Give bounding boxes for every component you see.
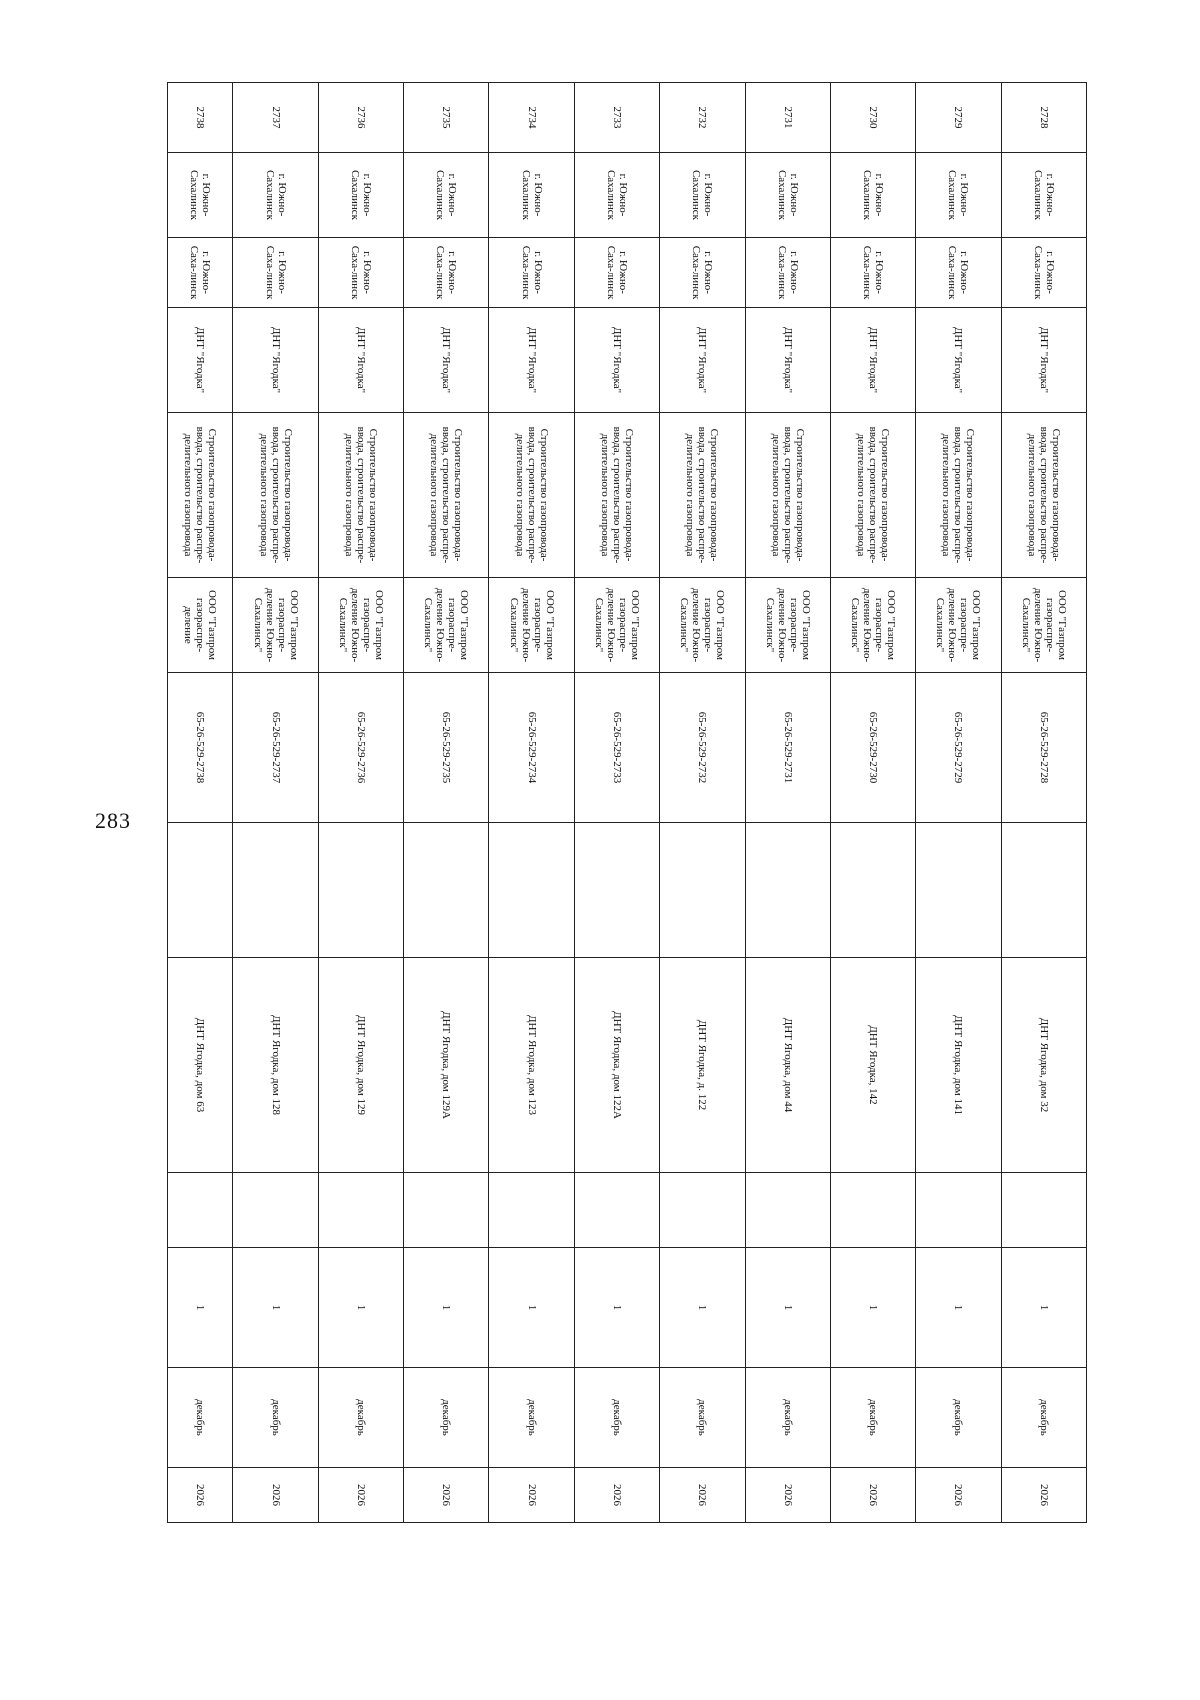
- object-code-cell: 65-26-529-2738: [168, 673, 233, 823]
- settlement-cell: г. Южно-Сахалинск: [168, 153, 233, 238]
- address-cell: ДНТ Ягодка, дом 32: [1001, 958, 1086, 1173]
- empty-cell: [404, 1173, 489, 1248]
- object-code-cell: 65-26-529-2728: [1001, 673, 1086, 823]
- row-number: 2737: [233, 83, 318, 153]
- count-cell: 1: [404, 1248, 489, 1368]
- year-cell: 2026: [318, 1468, 403, 1523]
- work-description-cell: Строительство газопровода-ввода, строительство распре-делительного газопровода: [1001, 413, 1086, 578]
- organization-cell: ООО "Газпром газораспре-деление Южно-Сахалинск": [745, 578, 830, 673]
- row-number: 2735: [404, 83, 489, 153]
- settlement-cell: г. Южно-Сахалинск: [830, 153, 915, 238]
- gas-connection-table: [167, 82, 1087, 1523]
- city-cell: г. Южно-Саха-линск: [745, 238, 830, 308]
- empty-cell: [916, 1173, 1001, 1248]
- work-description-cell: Строительство газопровода-ввода, строительство распре-делительного газопровода: [233, 413, 318, 578]
- empty-cell: [404, 823, 489, 958]
- city-cell: г. Южно-Саха-линск: [916, 238, 1001, 308]
- settlement-cell: г. Южно-Сахалинск: [489, 153, 574, 238]
- row-number: 2731: [745, 83, 830, 153]
- year-cell: 2026: [404, 1468, 489, 1523]
- count-cell: 1: [168, 1248, 233, 1368]
- object-code-cell: 65-26-529-2733: [574, 673, 659, 823]
- city-cell: г. Южно-Саха-линск: [233, 238, 318, 308]
- empty-cell: [489, 1173, 574, 1248]
- address-cell: ДНТ Ягодка, дом 129: [318, 958, 403, 1173]
- dnt-cell: ДНТ "Ягодка": [489, 308, 574, 413]
- address-cell: ДНТ Ягодка, дом 44: [745, 958, 830, 1173]
- organization-cell: ООО "Газпром газораспре-деление Южно-Сахалинск": [318, 578, 403, 673]
- count-cell: 1: [489, 1248, 574, 1368]
- dnt-cell: ДНТ "Ягодка": [574, 308, 659, 413]
- work-description-cell: Строительство газопровода-ввода, строительство распре-делительного газопровода: [916, 413, 1001, 578]
- object-code-cell: 65-26-529-2736: [318, 673, 403, 823]
- settlement-cell: г. Южно-Сахалинск: [660, 153, 745, 238]
- empty-cell: [489, 823, 574, 958]
- count-cell: 1: [660, 1248, 745, 1368]
- month-cell: декабрь: [574, 1368, 659, 1468]
- object-code-cell: 65-26-529-2730: [830, 673, 915, 823]
- count-cell: 1: [1001, 1248, 1086, 1368]
- dnt-cell: ДНТ "Ягодка": [404, 308, 489, 413]
- settlement-cell: г. Южно-Сахалинск: [404, 153, 489, 238]
- dnt-cell: ДНТ "Ягодка": [1001, 308, 1086, 413]
- count-cell: 1: [830, 1248, 915, 1368]
- count-cell: 1: [318, 1248, 403, 1368]
- address-cell: ДНТ Ягодка, дом 122А: [574, 958, 659, 1173]
- address-cell: ДНТ Ягодка, д. 122: [660, 958, 745, 1173]
- empty-cell: [745, 823, 830, 958]
- work-description-cell: Строительство газопровода-ввода, строительство распре-делительного газопровода: [830, 413, 915, 578]
- empty-cell: [1001, 1173, 1086, 1248]
- address-cell: ДНТ Ягодка, дом 63: [168, 958, 233, 1173]
- month-cell: декабрь: [404, 1368, 489, 1468]
- dnt-cell: ДНТ "Ягодка": [233, 308, 318, 413]
- year-cell: 2026: [745, 1468, 830, 1523]
- row-number: 2736: [318, 83, 403, 153]
- empty-cell: [233, 1173, 318, 1248]
- settlement-cell: г. Южно-Сахалинск: [318, 153, 403, 238]
- dnt-cell: ДНТ "Ягодка": [916, 308, 1001, 413]
- object-code-cell: 65-26-529-2734: [489, 673, 574, 823]
- object-code-cell: 65-26-529-2735: [404, 673, 489, 823]
- work-description-cell: Строительство газопровода-ввода, строительство распре-делительного газопровода: [574, 413, 659, 578]
- empty-cell: [830, 1173, 915, 1248]
- table-row: [916, 83, 1001, 1523]
- year-cell: 2026: [660, 1468, 745, 1523]
- empty-cell: [168, 823, 233, 958]
- work-description-cell: Строительство газопровода-ввода, строительство распре-делительного газопровода: [660, 413, 745, 578]
- dnt-cell: ДНТ "Ягодка": [660, 308, 745, 413]
- month-cell: декабрь: [489, 1368, 574, 1468]
- object-code-cell: 65-26-529-2731: [745, 673, 830, 823]
- city-cell: г. Южно-Саха-линск: [168, 238, 233, 308]
- settlement-cell: г. Южно-Сахалинск: [574, 153, 659, 238]
- city-cell: г. Южно-Саха-линск: [830, 238, 915, 308]
- address-cell: ДНТ Ягодка, дом 123: [489, 958, 574, 1173]
- settlement-cell: г. Южно-Сахалинск: [916, 153, 1001, 238]
- empty-cell: [574, 823, 659, 958]
- gas-connection-table-wrap: [167, 82, 1087, 1522]
- month-cell: декабрь: [233, 1368, 318, 1468]
- year-cell: 2026: [233, 1468, 318, 1523]
- dnt-cell: ДНТ "Ягодка": [830, 308, 915, 413]
- table-row: [404, 83, 489, 1523]
- table-row: [830, 83, 915, 1523]
- table-row: [574, 83, 659, 1523]
- row-number: 2734: [489, 83, 574, 153]
- address-cell: ДНТ Ягодка, дом 128: [233, 958, 318, 1173]
- work-description-cell: Строительство газопровода-ввода, строительство распре-делительного газопровода: [745, 413, 830, 578]
- city-cell: г. Южно-Саха-линск: [1001, 238, 1086, 308]
- settlement-cell: г. Южно-Сахалинск: [233, 153, 318, 238]
- year-cell: 2026: [916, 1468, 1001, 1523]
- settlement-cell: г. Южно-Сахалинск: [745, 153, 830, 238]
- empty-cell: [830, 823, 915, 958]
- row-number: 2738: [168, 83, 233, 153]
- address-cell: ДНТ Ягодка, дом 129А: [404, 958, 489, 1173]
- page-number: 283: [95, 808, 131, 833]
- year-cell: 2026: [574, 1468, 659, 1523]
- row-number: 2730: [830, 83, 915, 153]
- month-cell: декабрь: [1001, 1368, 1086, 1468]
- empty-cell: [1001, 823, 1086, 958]
- row-number: 2733: [574, 83, 659, 153]
- row-number: 2729: [916, 83, 1001, 153]
- organization-cell: ООО "Газпром газораспре-деление Южно-Сахалинск": [916, 578, 1001, 673]
- year-cell: 2026: [489, 1468, 574, 1523]
- empty-cell: [745, 1173, 830, 1248]
- table-row: [233, 83, 318, 1523]
- city-cell: г. Южно-Саха-линск: [574, 238, 659, 308]
- year-cell: 2026: [1001, 1468, 1086, 1523]
- row-number: 2728: [1001, 83, 1086, 153]
- city-cell: г. Южно-Саха-линск: [660, 238, 745, 308]
- city-cell: г. Южно-Саха-линск: [404, 238, 489, 308]
- work-description-cell: Строительство газопровода-ввода, строительство распре-делительного газопровода: [168, 413, 233, 578]
- table-row: [745, 83, 830, 1523]
- city-cell: г. Южно-Саха-линск: [489, 238, 574, 308]
- empty-cell: [916, 823, 1001, 958]
- count-cell: 1: [916, 1248, 1001, 1368]
- empty-cell: [660, 1173, 745, 1248]
- work-description-cell: Строительство газопровода-ввода, строительство распре-делительного газопровода: [404, 413, 489, 578]
- year-cell: 2026: [830, 1468, 915, 1523]
- empty-cell: [574, 1173, 659, 1248]
- table-row: [318, 83, 403, 1523]
- table-body: [168, 83, 1087, 1523]
- dnt-cell: ДНТ "Ягодка": [318, 308, 403, 413]
- table-row: [489, 83, 574, 1523]
- table-row: [660, 83, 745, 1523]
- empty-cell: [318, 823, 403, 958]
- table-row: [168, 83, 233, 1523]
- month-cell: декабрь: [916, 1368, 1001, 1468]
- organization-cell: ООО "Газпром газораспре-деление Южно-Сахалинск": [233, 578, 318, 673]
- organization-cell: ООО "Газпром газораспре-деление Южно-Сахалинск": [660, 578, 745, 673]
- count-cell: 1: [233, 1248, 318, 1368]
- object-code-cell: 65-26-529-2729: [916, 673, 1001, 823]
- month-cell: декабрь: [168, 1368, 233, 1468]
- month-cell: декабрь: [745, 1368, 830, 1468]
- city-cell: г. Южно-Саха-линск: [318, 238, 403, 308]
- object-code-cell: 65-26-529-2732: [660, 673, 745, 823]
- object-code-cell: 65-26-529-2737: [233, 673, 318, 823]
- work-description-cell: Строительство газопровода-ввода, строительство распре-делительного газопровода: [489, 413, 574, 578]
- address-cell: ДНТ Ягодка, 142: [830, 958, 915, 1173]
- count-cell: 1: [574, 1248, 659, 1368]
- dnt-cell: ДНТ "Ягодка": [168, 308, 233, 413]
- dnt-cell: ДНТ "Ягодка": [745, 308, 830, 413]
- work-description-cell: Строительство газопровода-ввода, строительство распре-делительного газопровода: [318, 413, 403, 578]
- year-cell: 2026: [168, 1468, 233, 1523]
- organization-cell: ООО "Газпром газораспре-деление Южно-Сахалинск": [404, 578, 489, 673]
- month-cell: декабрь: [830, 1368, 915, 1468]
- organization-cell: ООО "Газпром газораспре-деление Южно-Сахалинск": [1001, 578, 1086, 673]
- empty-cell: [168, 1173, 233, 1248]
- organization-cell: ООО "Газпром газораспре-деление: [168, 578, 233, 673]
- table-row: [1001, 83, 1086, 1523]
- empty-cell: [660, 823, 745, 958]
- address-cell: ДНТ Ягодка, дом 141: [916, 958, 1001, 1173]
- organization-cell: ООО "Газпром газораспре-деление Южно-Сахалинск": [830, 578, 915, 673]
- settlement-cell: г. Южно-Сахалинск: [1001, 153, 1086, 238]
- organization-cell: ООО "Газпром газораспре-деление Южно-Сахалинск": [574, 578, 659, 673]
- month-cell: декабрь: [318, 1368, 403, 1468]
- organization-cell: ООО "Газпром газораспре-деление Южно-Сахалинск": [489, 578, 574, 673]
- count-cell: 1: [745, 1248, 830, 1368]
- month-cell: декабрь: [660, 1368, 745, 1468]
- empty-cell: [318, 1173, 403, 1248]
- empty-cell: [233, 823, 318, 958]
- row-number: 2732: [660, 83, 745, 153]
